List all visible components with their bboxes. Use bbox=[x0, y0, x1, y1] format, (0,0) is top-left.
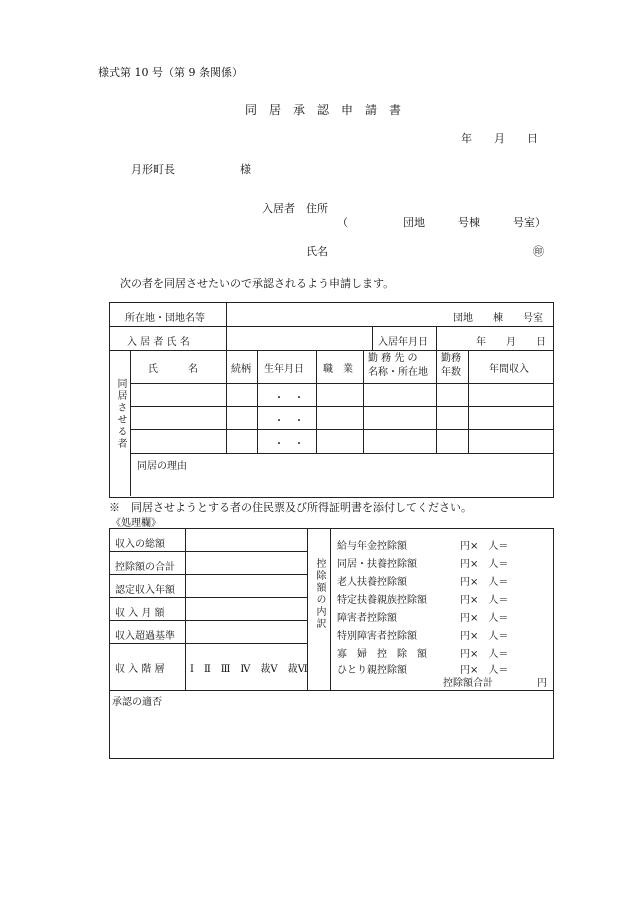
header-occupation: 職 業 bbox=[323, 364, 353, 375]
dob-dots: ・ ・ bbox=[274, 416, 304, 427]
deduction-total-unit: 円 bbox=[537, 678, 547, 689]
deduction-item: 給与年金控除額 bbox=[337, 541, 407, 552]
deduction-unit: 円× 人＝ bbox=[460, 595, 509, 606]
deduction-item: 寡 婦 控 除 額 bbox=[337, 649, 427, 660]
location-value: 団地 棟 号室 bbox=[453, 313, 543, 324]
deduction-unit: 円× 人＝ bbox=[460, 631, 509, 642]
dob-dots: ・ ・ bbox=[274, 393, 304, 404]
deduction-unit: 円× 人＝ bbox=[460, 665, 509, 676]
header-workplace: 勤 務 先 の 名称・所在地 bbox=[368, 353, 428, 378]
deduction-item: 同居・扶養控除額 bbox=[337, 559, 417, 570]
deduction-item: 特定扶養親族控除額 bbox=[337, 595, 427, 606]
address-line: （ 団地 号棟 号室） bbox=[337, 216, 546, 229]
cohabit-label: 同居させる者 bbox=[115, 378, 126, 450]
deduction-total-label: 控除額合計 bbox=[443, 678, 493, 689]
deduction-unit: 円× 人＝ bbox=[460, 577, 509, 588]
name-label: 氏名 bbox=[306, 245, 328, 258]
header-years: 勤務 年数 bbox=[441, 353, 461, 378]
resident-address-label: 入居者 住所 bbox=[262, 202, 328, 215]
date-line: 年 月 日 bbox=[461, 132, 538, 145]
move-in-value: 年 月 日 bbox=[476, 337, 546, 348]
deduction-item: 特別障害者控除額 bbox=[337, 631, 417, 642]
addressee: 月形町長 bbox=[131, 163, 175, 176]
income-classes: Ⅰ Ⅱ Ⅲ Ⅳ 裁Ⅴ 裁Ⅵ bbox=[190, 664, 308, 675]
form-number: 様式第 10 号（第 9 条関係） bbox=[98, 66, 243, 79]
seal-mark: ㊞ bbox=[533, 245, 544, 258]
header-dob: 生年月日 bbox=[264, 364, 304, 375]
left-row-total-income: 収入の総額 bbox=[115, 539, 165, 550]
left-row-monthly-income: 収 入 月 額 bbox=[115, 608, 165, 619]
deduction-unit: 円× 人＝ bbox=[460, 541, 509, 552]
processing-label: 《処理欄》 bbox=[111, 518, 161, 529]
reason-label: 同居の理由 bbox=[137, 461, 187, 472]
deduction-unit: 円× 人＝ bbox=[460, 649, 509, 660]
deduction-unit: 円× 人＝ bbox=[460, 559, 509, 570]
left-row-annual-income: 認定収入年額 bbox=[115, 585, 175, 596]
income-class-label: 収 入 階 層 bbox=[115, 664, 165, 675]
deduction-unit: 円× 人＝ bbox=[460, 613, 509, 624]
left-row-excess-standard: 収入超過基準 bbox=[115, 631, 175, 642]
deduction-breakdown-label: 控除額の内訳 bbox=[314, 558, 325, 630]
deduction-item: ひとり親控除額 bbox=[337, 665, 407, 676]
location-label: 所在地・団地名等 bbox=[125, 313, 205, 324]
header-relation: 続柄 bbox=[231, 364, 251, 375]
approval-label: 承認の適否 bbox=[112, 697, 162, 708]
left-row-deduction-sum: 控除額の合計 bbox=[115, 562, 175, 573]
header-income: 年間収入 bbox=[489, 364, 529, 375]
resident-name-label: 入 居 者 氏 名 bbox=[127, 337, 190, 348]
dob-dots: ・ ・ bbox=[274, 439, 304, 450]
request-text: 次の者を同居させたいので承認されるよう申請します。 bbox=[120, 277, 395, 290]
page-title: 同 居 承 認 申 請 書 bbox=[245, 103, 402, 117]
deduction-item: 障害者控除額 bbox=[337, 613, 397, 624]
move-in-label: 入居年月日 bbox=[378, 337, 428, 348]
addressee-suffix: 様 bbox=[240, 163, 251, 176]
deduction-item: 老人扶養控除額 bbox=[337, 577, 407, 588]
header-name: 氏 名 bbox=[148, 364, 198, 375]
attachment-note: ※ 同居させようとする者の住民票及び所得証明書を添付してください。 bbox=[109, 501, 472, 514]
